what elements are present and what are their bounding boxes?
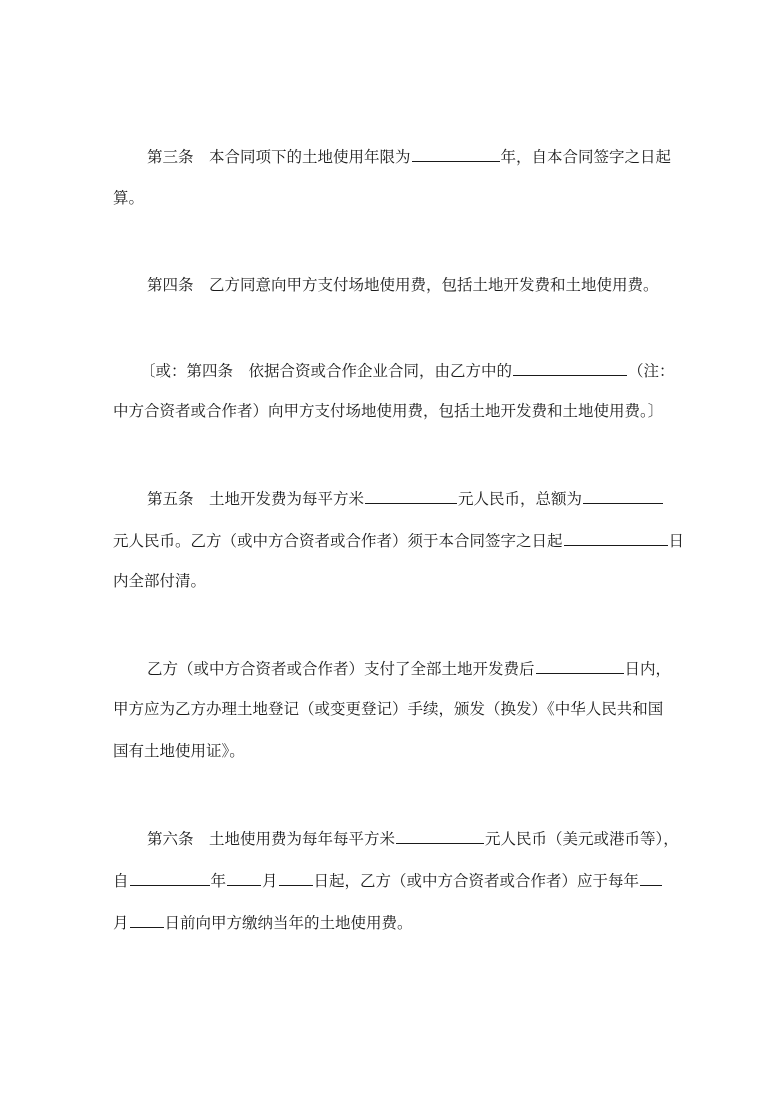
term-years-blank [412,146,500,162]
article-6-text-c: 自 [113,872,129,890]
article-5-line-3: 内全部付清。 [113,572,207,590]
article-6-text-b: 元人民币（美元或港币等）， [485,830,679,848]
start-day-blank [279,870,313,886]
article-6-text-e: 月 [262,872,278,890]
article-5b-line-2: 甲方应为乙方办理土地登记（或变更登记）手续，颁发（换发）《中华人民共和国 [113,700,664,718]
article-3-text-a: 第三条 本合同项下的土地使用年限为 [147,148,411,166]
yearly-month-blank [640,870,662,886]
start-year-blank [130,870,210,886]
start-month-blank [227,870,261,886]
total-amount-blank [583,488,663,504]
article-3-text-b: 年，自本合同签字之日起 [500,148,672,166]
article-6-line-3 [113,912,413,933]
article-4-alt-text-b: （注： [628,362,675,380]
article-4-line-1: 第四条 乙方同意向甲方支付场地使用费，包括土地开发费和土地使用费。 [147,276,659,294]
article-5-line-1 [147,488,664,509]
payment-days-blank [564,530,668,546]
article-5-line-2 [113,530,684,551]
article-6-line-2 [113,870,663,891]
article-5b-text-b: 日内， [624,660,672,678]
article-5b-text-a: 乙方（或中方合资者或合作者）支付了全部土地开发费后 [147,660,535,678]
article-6-text-f: 日起，乙方（或中方合资者或合作者）应于每年 [313,872,640,890]
article-6-text-h: 日前向甲方缴纳当年的土地使用费。 [164,914,413,932]
article-3-line-1 [147,146,671,167]
article-4-alt-line-1 [140,360,675,381]
price-per-sqm-blank [365,488,457,504]
article-4-alt-line-2: 中方合资者或合作者）向甲方支付场地使用费，包括土地开发费和土地使用费。〕 [113,402,664,420]
annual-fee-blank [396,828,484,844]
article-3-line-2: 算。 [113,189,145,207]
article-5b-line-1 [147,658,671,679]
registration-days-blank [536,658,624,674]
article-6-text-d: 年 [210,872,227,890]
article-5-text-b: 元人民币，总额为 [458,490,583,508]
yearly-day-blank [130,912,164,928]
article-5-text-a: 第五条 土地开发费为每平方米 [147,490,365,508]
article-5b-line-3: 国有土地使用证》。 [113,742,245,760]
article-6-text-g: 月 [113,914,129,932]
article-5-text-c: 元人民币。乙方（或中方合资者或合作者）须于本合同签字之日起 [113,532,563,550]
article-6-text-a: 第六条 土地使用费为每年每平方米 [147,830,396,848]
article-6-line-1 [147,828,679,849]
party-name-blank [513,360,627,376]
article-5-text-d: 日 [668,532,685,550]
article-4-alt-text-a: 〔或：第四条 依据合资或合作企业合同，由乙方中的 [140,362,513,380]
